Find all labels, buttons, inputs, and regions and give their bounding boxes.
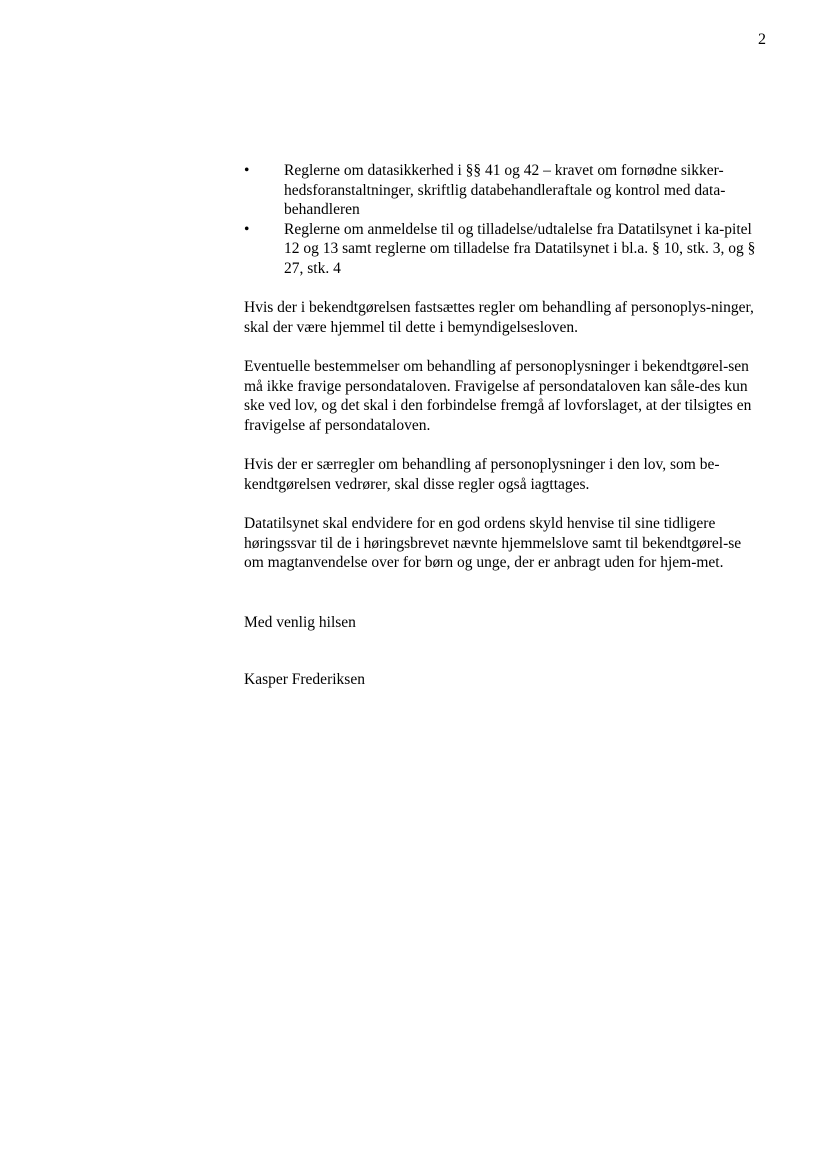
closing-greeting: Med venlig hilsen: [244, 613, 356, 631]
signature-name: Kasper Frederiksen: [244, 671, 365, 688]
paragraph: Hvis der er særregler om behandling af personoplysninger i den lov, som be-kendtgørelsen vedrører, skal disse regler også iagttages.: [244, 456, 720, 493]
paragraph: Datatilsynet skal endvidere for en god ordens skyld henvise til sine tidligere høringssvar til de i høringsbrevet nævnte hjemmelslove samt til bekendtgørel-se om magtanvendelse over for børn og unge, der er anbragt uden for hjem-met.: [244, 515, 742, 571]
list-item: [244, 220, 764, 279]
page-number: 2: [758, 31, 766, 48]
bullet-icon: •: [244, 220, 250, 238]
list-item: [244, 161, 764, 220]
letter-body: [244, 161, 764, 690]
bullet-icon: •: [244, 162, 250, 179]
list-item-text: Reglerne om anmeldelse til og tilladelse/udtalelse fra Datatilsynet i ka-pitel 12 og 13 samt reglerne om tilladelse fra Datatilsynet i bl.a. § 10, stk. 3, og § 27, stk. 4: [284, 220, 756, 277]
rules-list: [244, 161, 764, 278]
list-item-text: Reglerne om datasikkerhed i §§ 41 og 42 – kravet om fornødne sikker-hedsforanstaltninger, skriftlig databehandleraftale og kontrol med data-behandleren: [284, 162, 726, 218]
paragraph: Hvis der i bekendtgørelsen fastsættes regler om behandling af personoplys-ninger, skal der være hjemmel til dette i bemyndigelsesloven.: [244, 299, 754, 336]
paragraph: Eventuelle bestemmelser om behandling af personoplysninger i bekendtgørel-sen må ikke fravige persondataloven. Fravigelse af persondataloven kan såle-des kun ske ved lov, og det skal i den forbindelse fremgå af lovforslaget, at der tilsigtes en fravigelse af persondataloven.: [244, 358, 752, 434]
